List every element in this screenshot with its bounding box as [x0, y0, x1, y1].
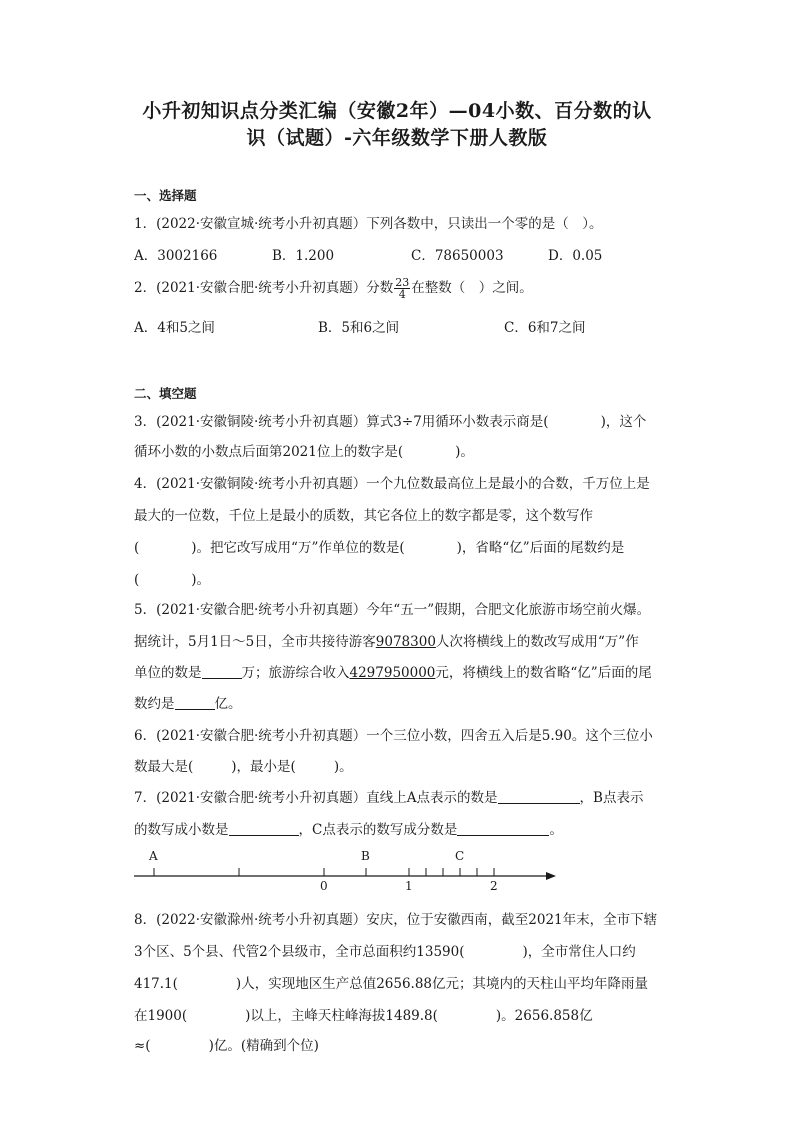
question-3-line-1 [134, 410, 646, 430]
q1-option-b: B．1.200 [272, 248, 335, 264]
page-title-line-1: 小升初知识点分类汇编（安徽2年）—04小数、百分数的认 [142, 100, 652, 122]
q4-text: )，省略“亿”后面的尾数约是 [456, 540, 625, 556]
question-8-line-2 [134, 940, 636, 960]
q2-option-b: B．5和6之间 [318, 320, 400, 336]
q1-option-c: C．78650003 [411, 248, 504, 264]
tick-label-2: 2 [490, 879, 498, 893]
section-fill-heading: 二、填空题 [134, 386, 197, 401]
question-4-line-3 [134, 536, 624, 556]
q1-option-a: A．3002166 [134, 248, 218, 264]
question-8-line-5 [134, 1034, 319, 1054]
q6-text: )，最小是( [231, 759, 296, 775]
question-6-line-1: 6．(2021·安徽合肥·统考小升初真题）一个三位小数，四舍五入后是5.90。这个三位小 [134, 728, 653, 744]
q5-text: 元，将横线上的数省略“亿”后面的尾 [435, 665, 652, 681]
question-8-line-4 [134, 1004, 593, 1024]
question-6-line-2 [134, 755, 353, 775]
question-5-line-4 [134, 692, 242, 712]
q2-option-a: A．4和5之间 [134, 320, 215, 336]
q5-text: 亿。 [214, 696, 242, 712]
q7-text: 。 [549, 822, 563, 838]
q5-text: 万；旅游综合收入 [241, 665, 350, 681]
q7-answer-blank-3[interactable] [457, 823, 549, 836]
q2-post: 在整数（ ）之间。 [411, 280, 533, 296]
page-title-line-2: 识（试题）-六年级数学下册人教版 [246, 127, 548, 149]
point-label-a: A [149, 849, 158, 863]
tick-label-0: 0 [320, 879, 328, 893]
q6-text: )。 [333, 759, 353, 775]
question-5-line-2 [134, 630, 639, 650]
tick-label-1: 1 [405, 879, 413, 893]
question-8-line-1: 8．(2022·安徽滁州·统考小升初真题）安庆，位于安徽西南，截至2021年末，全市下辖 [134, 912, 658, 928]
question-8-line-3 [134, 972, 648, 992]
number-line-arrow-icon [546, 872, 556, 880]
q8-text: ≈( [134, 1038, 151, 1054]
q8-text: )人，实现地区生产总值2656.88亿元；其境内的天柱山平均年降雨量 [235, 976, 649, 992]
q3-text: 循环小数的小数点后面第2021位上的数字是( [134, 444, 404, 460]
question-7-line-2 [134, 818, 563, 838]
question-4-line-2: 最大的一位数，千位上是最小的质数，其它各位上的数字都是零，这个数写作 [134, 508, 593, 524]
q3-text: )，这个 [600, 414, 647, 430]
q5-underlined-number: 9078300 [375, 634, 436, 650]
q7-text: ，C点表示的数写成分数是 [298, 822, 458, 838]
q5-answer-blank-1[interactable] [202, 666, 242, 679]
number-line [128, 844, 568, 894]
q4-text: ( [134, 540, 140, 556]
question-5-line-3 [134, 661, 652, 681]
q3-text: 3．(2021·安徽铜陵·统考小升初真题）算式3÷7用循环小数表示商是( [134, 414, 549, 430]
q8-text: )亿。(精确到个位) [208, 1038, 319, 1054]
point-label-c: C [455, 849, 465, 863]
q8-text: )。2656.858亿 [495, 1008, 593, 1024]
q8-text: )以上，主峰天柱峰海拔1489.8( [245, 1008, 438, 1024]
q7-text: 的数写成小数是 [134, 822, 229, 838]
q5-text: 单位的数是 [134, 665, 202, 681]
q5-text: 据统计，5月1日～5日，全市共接待游客 [134, 634, 376, 650]
q2-option-c: C．6和7之间 [504, 320, 586, 336]
q5-underlined-number: 4297950000 [349, 665, 436, 681]
q5-answer-blank-2[interactable] [175, 697, 215, 710]
question-5-line-1: 5．(2021·安徽合肥·统考小升初真题）今年“五一”假期，合肥文化旅游市场空前火爆。 [134, 602, 651, 618]
q2-fraction-numerator: 23 [395, 276, 410, 290]
q2-fraction-denominator: 4 [398, 288, 406, 302]
q4-text: ( [134, 572, 140, 588]
q8-text: 3个区、5个县、代管2个县级市，全市总面积约13590( [134, 944, 465, 960]
question-2 [134, 276, 533, 300]
q7-answer-blank-2[interactable] [229, 823, 299, 836]
q5-text: 人次将横线上的数改写成用“万”作 [435, 634, 639, 650]
question-4-line-4 [134, 568, 210, 588]
q4-text: )。 [191, 572, 211, 588]
q4-text: )。把它改写成用“万”作单位的数是( [191, 540, 405, 556]
question-1: 1．(2022·安徽宣城·统考小升初真题）下列各数中，只读出一个零的是（ ）。 [134, 216, 603, 232]
q3-text: )。 [455, 444, 474, 460]
q7-text: 7．(2021·安徽合肥·统考小升初真题）直线上A点表示的数是 [134, 790, 498, 806]
q1-option-d: D．0.05 [548, 248, 603, 264]
point-label-b: B [361, 849, 370, 863]
q7-text: ，B点表示 [579, 790, 644, 806]
section-choice-heading: 一、选择题 [134, 188, 197, 203]
q8-text: )，全市常住人口约 [522, 944, 636, 960]
question-3-line-2 [134, 440, 474, 460]
q2-pre: 2．(2021·安徽合肥·统考小升初真题）分数 [134, 280, 394, 296]
q2-fraction [394, 277, 410, 300]
q8-text: 在1900( [134, 1008, 188, 1024]
q5-text: 数约是 [134, 696, 175, 712]
q7-answer-blank-1[interactable] [498, 791, 580, 804]
q8-text: 417.1( [134, 976, 178, 992]
question-7-line-1 [134, 786, 643, 806]
question-4-line-1: 4．(2021·安徽铜陵·统考小升初真题）一个九位数最高位上是最小的合数，千万位上是 [134, 476, 650, 492]
q6-text: 数最大是( [134, 759, 194, 775]
